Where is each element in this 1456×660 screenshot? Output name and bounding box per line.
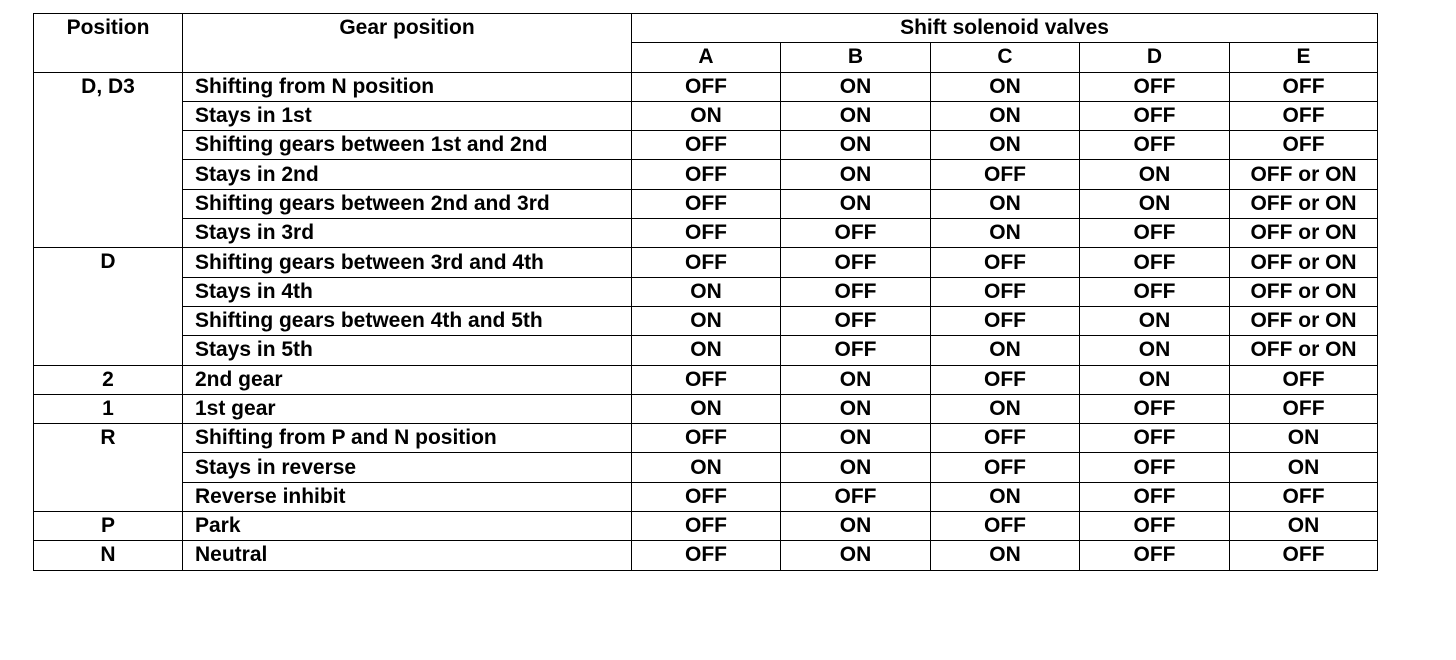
valve-b-state-cell: ON xyxy=(781,131,931,160)
valve-e-state-cell: OFF or ON xyxy=(1230,277,1378,306)
position-cell: D xyxy=(34,248,183,365)
table-row xyxy=(34,336,1378,365)
position-cell: D, D3 xyxy=(34,72,183,248)
shift-solenoid-valves-header: Shift solenoid valves xyxy=(632,14,1378,43)
valve-e-state-cell: OFF or ON xyxy=(1230,248,1378,277)
valve-a-state-cell: OFF xyxy=(632,131,781,160)
table-row xyxy=(34,189,1378,218)
valve-b-state-cell: ON xyxy=(781,365,931,394)
valve-b-state-cell: ON xyxy=(781,189,931,218)
gear-position-cell: Shifting gears between 2nd and 3rd xyxy=(183,189,632,218)
gear-position-cell: Shifting from N position xyxy=(183,72,632,101)
valve-d-header: D xyxy=(1080,43,1230,72)
gear-position-cell: 1st gear xyxy=(183,394,632,423)
valve-c-state-cell: OFF xyxy=(931,424,1080,453)
valve-c-state-cell: ON xyxy=(931,482,1080,511)
valve-e-state-cell: OFF xyxy=(1230,482,1378,511)
table-row xyxy=(34,453,1378,482)
gear-position-cell: Stays in 2nd xyxy=(183,160,632,189)
valve-d-state-cell: OFF xyxy=(1080,131,1230,160)
gear-position-cell: Shifting from P and N position xyxy=(183,424,632,453)
valve-b-state-cell: ON xyxy=(781,72,931,101)
position-cell: N xyxy=(34,541,183,570)
valve-d-state-cell: ON xyxy=(1080,160,1230,189)
valve-c-state-cell: ON xyxy=(931,336,1080,365)
valve-d-state-cell: OFF xyxy=(1080,541,1230,570)
valve-d-state-cell: ON xyxy=(1080,306,1230,335)
valve-c-state-cell: OFF xyxy=(931,160,1080,189)
valve-b-state-cell: ON xyxy=(781,424,931,453)
valve-a-state-cell: ON xyxy=(632,306,781,335)
valve-c-header: C xyxy=(931,43,1080,72)
gear-position-cell: Stays in 3rd xyxy=(183,219,632,248)
table-row xyxy=(34,394,1378,423)
valve-c-state-cell: ON xyxy=(931,541,1080,570)
valve-d-state-cell: OFF xyxy=(1080,219,1230,248)
table-row xyxy=(34,424,1378,453)
valve-b-state-cell: ON xyxy=(781,101,931,130)
valve-b-state-cell: ON xyxy=(781,512,931,541)
table-row xyxy=(34,219,1378,248)
gear-position-cell: Shifting gears between 3rd and 4th xyxy=(183,248,632,277)
valve-b-state-cell: OFF xyxy=(781,336,931,365)
table-row xyxy=(34,248,1378,277)
valve-a-state-cell: OFF xyxy=(632,72,781,101)
valve-c-state-cell: OFF xyxy=(931,365,1080,394)
position-cell: 1 xyxy=(34,394,183,423)
valve-e-state-cell: ON xyxy=(1230,424,1378,453)
valve-b-state-cell: OFF xyxy=(781,277,931,306)
valve-e-state-cell: ON xyxy=(1230,453,1378,482)
valve-b-state-cell: ON xyxy=(781,453,931,482)
table-body xyxy=(34,72,1378,570)
gear-position-cell: Stays in 4th xyxy=(183,277,632,306)
table-row xyxy=(34,72,1378,101)
valve-e-state-cell: OFF or ON xyxy=(1230,160,1378,189)
valve-b-state-cell: ON xyxy=(781,160,931,189)
valve-e-state-cell: OFF or ON xyxy=(1230,306,1378,335)
position-cell: R xyxy=(34,424,183,512)
valve-d-state-cell: OFF xyxy=(1080,453,1230,482)
valve-e-state-cell: OFF xyxy=(1230,131,1378,160)
table-row xyxy=(34,482,1378,511)
table-row xyxy=(34,277,1378,306)
valve-a-state-cell: OFF xyxy=(632,365,781,394)
valve-a-state-cell: OFF xyxy=(632,219,781,248)
valve-e-state-cell: OFF xyxy=(1230,72,1378,101)
valve-a-state-cell: ON xyxy=(632,394,781,423)
gear-position-cell: Stays in 5th xyxy=(183,336,632,365)
gear-position-cell: Shifting gears between 1st and 2nd xyxy=(183,131,632,160)
table-row xyxy=(34,306,1378,335)
valve-e-state-cell: OFF or ON xyxy=(1230,189,1378,218)
valve-a-state-cell: ON xyxy=(632,336,781,365)
valve-a-state-cell: OFF xyxy=(632,160,781,189)
valve-a-state-cell: OFF xyxy=(632,248,781,277)
valve-c-state-cell: OFF xyxy=(931,453,1080,482)
valve-a-state-cell: OFF xyxy=(632,482,781,511)
gear-position-cell: Stays in reverse xyxy=(183,453,632,482)
shift-solenoid-table xyxy=(33,13,1378,571)
gear-position-cell: 2nd gear xyxy=(183,365,632,394)
gear-position-cell: Shifting gears between 4th and 5th xyxy=(183,306,632,335)
table-row xyxy=(34,541,1378,570)
valve-c-state-cell: ON xyxy=(931,72,1080,101)
table-row xyxy=(34,512,1378,541)
valve-e-header: E xyxy=(1230,43,1378,72)
table-row xyxy=(34,365,1378,394)
valve-b-state-cell: ON xyxy=(781,394,931,423)
valve-a-state-cell: ON xyxy=(632,277,781,306)
gear-position-cell: Stays in 1st xyxy=(183,101,632,130)
valve-a-state-cell: ON xyxy=(632,101,781,130)
valve-e-state-cell: ON xyxy=(1230,512,1378,541)
valve-b-state-cell: OFF xyxy=(781,482,931,511)
valve-d-state-cell: ON xyxy=(1080,365,1230,394)
valve-c-state-cell: ON xyxy=(931,394,1080,423)
valve-b-header: B xyxy=(781,43,931,72)
valve-e-state-cell: OFF xyxy=(1230,365,1378,394)
valve-e-state-cell: OFF xyxy=(1230,541,1378,570)
valve-a-state-cell: OFF xyxy=(632,512,781,541)
valve-a-state-cell: OFF xyxy=(632,541,781,570)
valve-c-state-cell: OFF xyxy=(931,248,1080,277)
table-row xyxy=(34,131,1378,160)
gear-position-header: Gear position xyxy=(183,14,632,73)
valve-d-state-cell: ON xyxy=(1080,189,1230,218)
valve-d-state-cell: OFF xyxy=(1080,424,1230,453)
gear-position-cell: Park xyxy=(183,512,632,541)
valve-b-state-cell: OFF xyxy=(781,248,931,277)
valve-d-state-cell: ON xyxy=(1080,336,1230,365)
gear-position-cell: Reverse inhibit xyxy=(183,482,632,511)
valve-d-state-cell: OFF xyxy=(1080,277,1230,306)
valve-c-state-cell: ON xyxy=(931,101,1080,130)
valve-c-state-cell: OFF xyxy=(931,512,1080,541)
valve-c-state-cell: ON xyxy=(931,189,1080,218)
valve-a-state-cell: OFF xyxy=(632,189,781,218)
valve-e-state-cell: OFF or ON xyxy=(1230,219,1378,248)
valve-e-state-cell: OFF xyxy=(1230,101,1378,130)
valve-d-state-cell: OFF xyxy=(1080,394,1230,423)
gear-position-cell: Neutral xyxy=(183,541,632,570)
valve-e-state-cell: OFF or ON xyxy=(1230,336,1378,365)
table-row xyxy=(34,160,1378,189)
valve-a-state-cell: ON xyxy=(632,453,781,482)
valve-d-state-cell: OFF xyxy=(1080,248,1230,277)
valve-c-state-cell: OFF xyxy=(931,306,1080,335)
position-cell: P xyxy=(34,512,183,541)
table-row xyxy=(34,101,1378,130)
valve-c-state-cell: ON xyxy=(931,131,1080,160)
valve-a-state-cell: OFF xyxy=(632,424,781,453)
valve-d-state-cell: OFF xyxy=(1080,72,1230,101)
valve-d-state-cell: OFF xyxy=(1080,482,1230,511)
position-cell: 2 xyxy=(34,365,183,394)
valve-c-state-cell: ON xyxy=(931,219,1080,248)
valve-b-state-cell: OFF xyxy=(781,219,931,248)
valve-c-state-cell: OFF xyxy=(931,277,1080,306)
valve-d-state-cell: OFF xyxy=(1080,512,1230,541)
valve-b-state-cell: OFF xyxy=(781,306,931,335)
valve-a-header: A xyxy=(632,43,781,72)
valve-d-state-cell: OFF xyxy=(1080,101,1230,130)
position-header: Position xyxy=(34,14,183,73)
valve-b-state-cell: ON xyxy=(781,541,931,570)
valve-e-state-cell: OFF xyxy=(1230,394,1378,423)
